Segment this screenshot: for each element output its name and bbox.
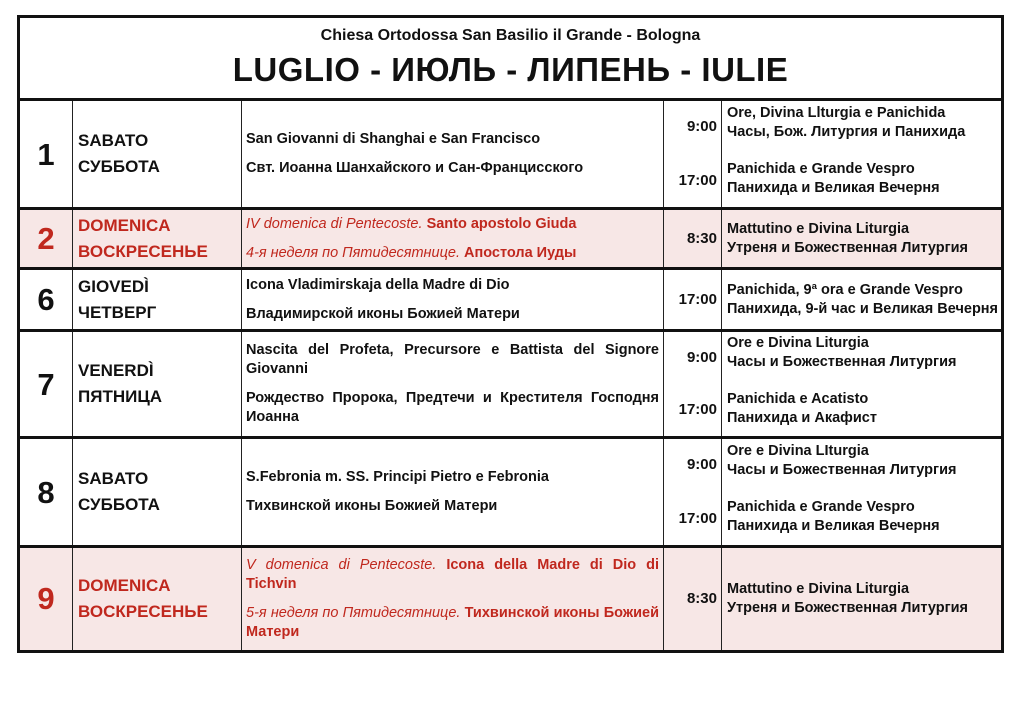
service-time: 17:00 [664,269,722,331]
service-it: Panichida e Acatisto [727,391,869,407]
table-row [20,547,1001,650]
day-number: 6 [20,269,73,331]
feast-it: Icona Vladimirskaja della Madre di Dio [246,276,510,293]
service-times [664,101,722,209]
schedule-table [20,101,1001,650]
feast [242,209,664,269]
service-ru: Панихида, 9-й час и Великая Вечерня [727,300,999,317]
month-title: LUGLIO - ИЮЛЬ - ЛИПЕНЬ - IULIE [232,51,789,88]
feast-ru-prefix: 5-я неделя по Пятидесятнице. [246,604,461,621]
service-time: 17:00 [678,401,717,418]
table-row [20,269,1001,331]
service-ru: Утреня и Божественная Литургия [727,239,968,256]
feast-it: San Giovanni di Shanghai e San Francisco [246,131,541,147]
service-ru: Панихида и Великая Вечерня [727,518,940,534]
service-ru: Часы, Бож. Литургия и Панихида [727,124,966,140]
weekday-ru: ВОСКРЕСЕНЬЕ [78,241,208,261]
service-time: 17:00 [678,510,717,527]
service-ru: Утреня и Божественная Литургия [727,599,968,616]
day-number: 2 [20,209,73,269]
service-time: 17:00 [678,172,717,189]
service-it: Mattutino e Divina Liturgia [727,580,910,597]
service-time: 9:00 [686,349,717,366]
feast-ru: Тихвинской иконы Божией Матери [246,498,498,514]
weekday [73,209,242,269]
weekday-it: VENERDÌ [78,361,154,380]
service-times [664,438,722,547]
service-ru: Часы и Божественная Литургия [727,462,957,478]
feast-ru-prefix: 4-я неделя по Пятидесятнице. [246,244,460,261]
table-row [20,101,1001,209]
schedule-sheet [17,15,1004,653]
service-it: Ore e Divina Liturgia [727,335,869,351]
feast-it-main: Icona della Madre di Dio di Tichvin [246,556,659,592]
service-ru: Часы и Божественная Литургия [727,354,957,370]
feast-it-prefix: IV domenica di Pentecoste. [246,215,423,232]
weekday-it: GIOVEDÌ [78,276,149,296]
service-ru: Панихида и Великая Вечерня [727,180,940,196]
feast-ru: Рождество Пророка, Предтечи и Крестителя Господня Иоанна [246,390,659,425]
schedule-header [20,18,1001,101]
services [722,547,1002,650]
weekday-ru: ПЯТНИЦА [78,387,163,406]
service-it: Ore, Divina Llturgia e Panichida [727,105,946,121]
feast-ru: Владимирской иконы Божией Матери [246,305,520,322]
feast [242,547,664,650]
feast-it: S.Febronia m. SS. Principi Pietro e Febronia [246,469,549,485]
weekday-it: SABATO [78,131,149,150]
weekday-ru: ЧЕТВЕРГ [78,302,157,322]
feast [242,438,664,547]
service-time: 9:00 [686,456,717,473]
table-row [20,438,1001,547]
service-time: 8:30 [664,209,722,269]
table-row [20,331,1001,438]
day-number: 1 [20,101,73,209]
service-time: 8:30 [664,547,722,650]
services [722,101,1002,209]
feast-it: Nascita del Profeta, Precursore e Battista del Signore Giovanni [246,342,659,377]
day-number: 9 [20,547,73,650]
weekday [73,101,242,209]
weekday [73,269,242,331]
weekday-ru: ВОСКРЕСЕНЬЕ [78,601,208,621]
service-it: Panichida, 9ª ora e Grande Vespro [727,281,963,298]
weekday-ru: СУББОТА [78,495,160,514]
church-name: Chiesa Ortodossa San Basilio il Grande - Bologna [320,27,701,44]
table-row [20,209,1001,269]
feast-ru: Свт. Иоанна Шанхайского и Сан-Францисского [246,160,584,176]
feast-it-main: Santo apostolo Giuda [426,215,577,232]
feast-it-prefix: V domenica di Pentecoste. [246,556,437,573]
feast-ru-main: Тихвинской иконы Божией Матери [246,604,659,640]
service-it: Panichida e Grande Vespro [727,499,915,515]
weekday-it: SABATO [78,469,149,488]
weekday [73,547,242,650]
services [722,209,1002,269]
feast [242,101,664,209]
services [722,438,1002,547]
service-times [664,331,722,438]
weekday-ru: СУББОТА [78,157,160,176]
feast [242,331,664,438]
service-time: 9:00 [686,118,717,135]
feast [242,269,664,331]
feast-ru-main: Апостола Иуды [464,244,577,261]
services [722,331,1002,438]
service-ru: Панихида и Акафист [727,410,877,426]
service-it: Panichida e Grande Vespro [727,161,915,177]
weekday [73,438,242,547]
services [722,269,1002,331]
service-it: Ore e Divina LIturgia [727,443,869,459]
weekday-it: DOMENICA [78,575,171,595]
day-number: 8 [20,438,73,547]
weekday [73,331,242,438]
service-it: Mattutino e Divina Liturgia [727,220,910,237]
weekday-it: DOMENICA [78,215,171,235]
day-number: 7 [20,331,73,438]
